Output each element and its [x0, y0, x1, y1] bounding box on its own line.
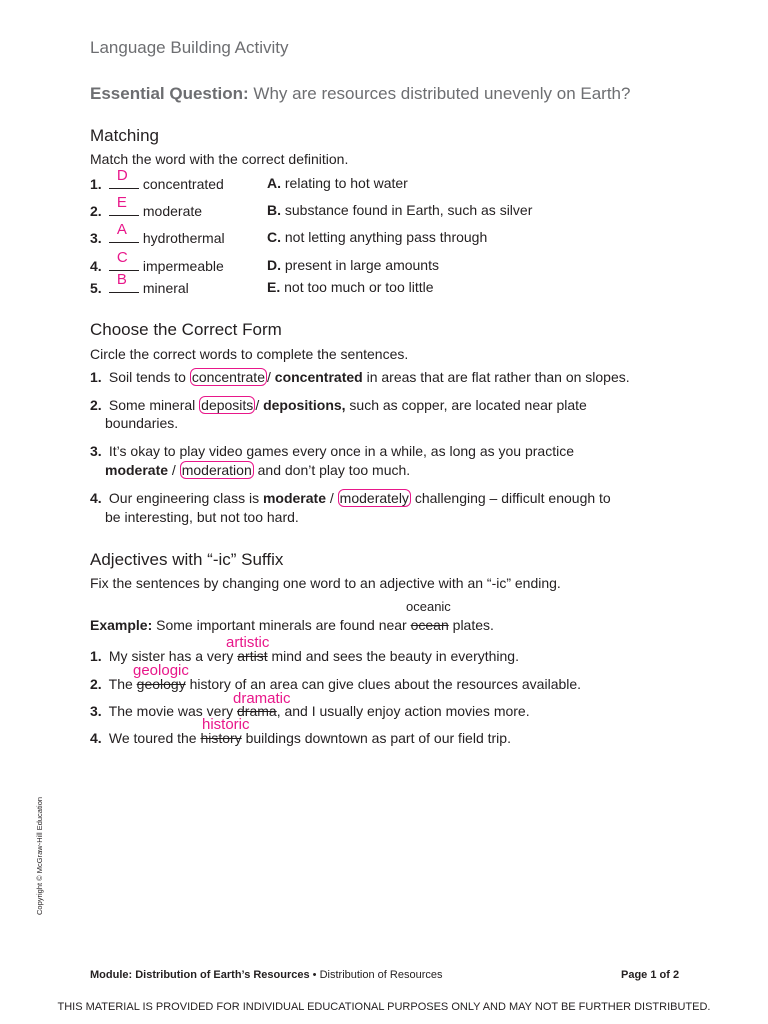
- footer-separator: •: [309, 969, 320, 981]
- item-number: 1.: [90, 648, 102, 664]
- slash-text: /: [326, 490, 338, 506]
- item-number: 1.: [90, 369, 102, 385]
- handwritten-correction: historic: [202, 716, 250, 733]
- struck-word: artist: [237, 648, 268, 664]
- form-sentence-4-line2: be interesting, but not too hard.: [105, 509, 299, 525]
- definition-letter: D.: [267, 257, 281, 273]
- answer-blank: [109, 194, 139, 216]
- matching-item-1: [90, 167, 224, 192]
- form-sentence-2-line2: boundaries.: [105, 415, 179, 431]
- definition-e: [267, 279, 434, 295]
- sentence-text: buildings downtown as part of our field trip.: [241, 730, 511, 746]
- essential-question-text: Why are resources distributed unevenly on Earth?: [248, 84, 631, 103]
- matching-word: hydrothermal: [142, 230, 225, 246]
- definition-d: [267, 257, 439, 273]
- worksheet-title: Language Building Activity: [90, 38, 289, 57]
- sentence-text: Our engineering class is: [108, 490, 263, 506]
- essential-question-label: Essential Question:: [90, 84, 249, 103]
- suffix-heading: Adjectives with “-ic” Suffix: [90, 550, 284, 569]
- item-number: 3.: [90, 703, 102, 719]
- form-sentence-4: [90, 490, 611, 506]
- struck-word: drama: [237, 703, 277, 719]
- struck-word: ocean: [410, 617, 449, 633]
- definition-letter: C.: [267, 229, 281, 245]
- handwritten-correction: artistic: [226, 634, 270, 651]
- definition-text: not letting anything pass through: [284, 229, 488, 245]
- word-option: moderate: [262, 490, 326, 506]
- item-number: 3.: [90, 443, 102, 459]
- item-number: 2.: [90, 203, 102, 219]
- word-option: moderate: [105, 462, 169, 478]
- item-number: 4.: [90, 490, 102, 506]
- item-number: 2.: [90, 397, 102, 413]
- struck-word: history: [200, 730, 242, 746]
- distribution-notice: THIS MATERIAL IS PROVIDED FOR INDIVIDUAL EDUCATIONAL PURPOSES ONLY AND MAY NOT BE FURTHER DISTRIBUTED.: [57, 1001, 711, 1013]
- slash-text: /: [255, 397, 264, 413]
- essential-question: [90, 84, 630, 104]
- answer-blank: [109, 249, 139, 271]
- sentence-text: in areas that are flat rather than on slopes.: [362, 369, 630, 385]
- definition-a: [267, 175, 408, 191]
- handwritten-correction: geologic: [133, 662, 189, 679]
- example-correction: oceanic: [406, 599, 451, 614]
- footer-module: [90, 969, 442, 981]
- item-number: 4.: [90, 258, 102, 274]
- item-number: 3.: [90, 230, 102, 246]
- form-sentence-1: [90, 369, 630, 385]
- matching-item-3: [90, 221, 225, 246]
- matching-word: impermeable: [142, 258, 224, 274]
- form-sentence-3-line2: [105, 462, 410, 478]
- copyright-notice: Copyright © McGraw-Hill Education: [35, 796, 44, 915]
- item-number: 2.: [90, 676, 102, 692]
- sentence-text: and don’t play too much.: [253, 462, 411, 478]
- slash-text: /: [168, 462, 180, 478]
- slash-text: /: [267, 369, 275, 385]
- definition-c: [267, 229, 487, 245]
- word-option: concentrated: [274, 369, 363, 385]
- sentence-text: The: [108, 676, 137, 692]
- sentence-text: Soil tends to: [108, 369, 190, 385]
- sentence-text: My sister has a very: [108, 648, 238, 664]
- suffix-item-4: [90, 730, 511, 746]
- sentence-text: such as copper, are located near plate: [345, 397, 587, 413]
- sentence-text: , and I usually enjoy action movies more.: [276, 703, 530, 719]
- sentence-text: It’s okay to play video games every once in a while, as long as you practice: [108, 443, 574, 459]
- matching-item-4: [90, 249, 224, 274]
- answer-blank: [109, 221, 139, 243]
- item-number: 4.: [90, 730, 102, 746]
- handwritten-answer: D: [116, 167, 128, 184]
- lesson-name: Distribution of Resources: [319, 969, 443, 981]
- matching-instruction: Match the word with the correct definition.: [90, 151, 349, 167]
- sentence-text: Some important minerals are found near: [152, 617, 411, 633]
- matching-heading: Matching: [90, 126, 159, 145]
- definition-text: not too much or too little: [284, 279, 434, 295]
- example-label: Example:: [90, 617, 153, 633]
- definition-text: substance found in Earth, such as silver: [284, 202, 533, 218]
- matching-word: concentrated: [142, 176, 224, 192]
- matching-item-5: [90, 271, 189, 296]
- correct-form-heading: Choose the Correct Form: [90, 320, 282, 339]
- matching-item-2: [90, 194, 203, 219]
- matching-word: mineral: [142, 280, 189, 296]
- circled-word: moderately: [339, 490, 409, 506]
- circled-word: concentrate: [191, 369, 265, 385]
- circled-word: deposits: [201, 397, 254, 413]
- circled-word: moderation: [181, 462, 252, 478]
- handwritten-correction: dramatic: [233, 690, 291, 707]
- sentence-text: challenging – difficult enough to: [410, 490, 611, 506]
- correct-form-instruction: Circle the correct words to complete the sentences.: [90, 346, 409, 362]
- answer-blank: [109, 167, 139, 189]
- form-sentence-3: [90, 443, 574, 459]
- definition-letter: E.: [267, 279, 281, 295]
- definition-letter: A.: [267, 175, 281, 191]
- sentence-text: Some mineral: [108, 397, 200, 413]
- item-number: 1.: [90, 176, 102, 192]
- suffix-item-3: [90, 703, 530, 719]
- definition-text: present in large amounts: [284, 257, 439, 273]
- sentence-text: plates.: [448, 617, 494, 633]
- sentence-text: The movie was very: [108, 703, 238, 719]
- sentence-text: history of an area can give clues about the resources available.: [185, 676, 582, 692]
- struck-word: geology: [136, 676, 186, 692]
- example-sentence: [90, 617, 494, 633]
- definition-letter: B.: [267, 202, 281, 218]
- form-sentence-2: [90, 397, 587, 413]
- handwritten-answer: A: [116, 221, 127, 238]
- answer-blank: [109, 271, 139, 293]
- definition-b: [267, 202, 532, 218]
- sentence-text: We toured the: [108, 730, 201, 746]
- handwritten-answer: E: [116, 194, 127, 211]
- matching-word: moderate: [142, 203, 203, 219]
- suffix-instruction: Fix the sentences by changing one word to an adjective with an “-ic” ending.: [90, 575, 561, 591]
- word-option: depositions,: [263, 397, 346, 413]
- sentence-text: mind and sees the beauty in everything.: [267, 648, 519, 664]
- item-number: 5.: [90, 280, 102, 296]
- module-name: Module: Distribution of Earth’s Resources: [90, 969, 310, 981]
- handwritten-answer: B: [116, 271, 127, 288]
- page-number: Page 1 of 2: [621, 969, 680, 981]
- suffix-item-2: [90, 676, 581, 692]
- handwritten-answer: C: [116, 249, 128, 266]
- definition-text: relating to hot water: [284, 175, 408, 191]
